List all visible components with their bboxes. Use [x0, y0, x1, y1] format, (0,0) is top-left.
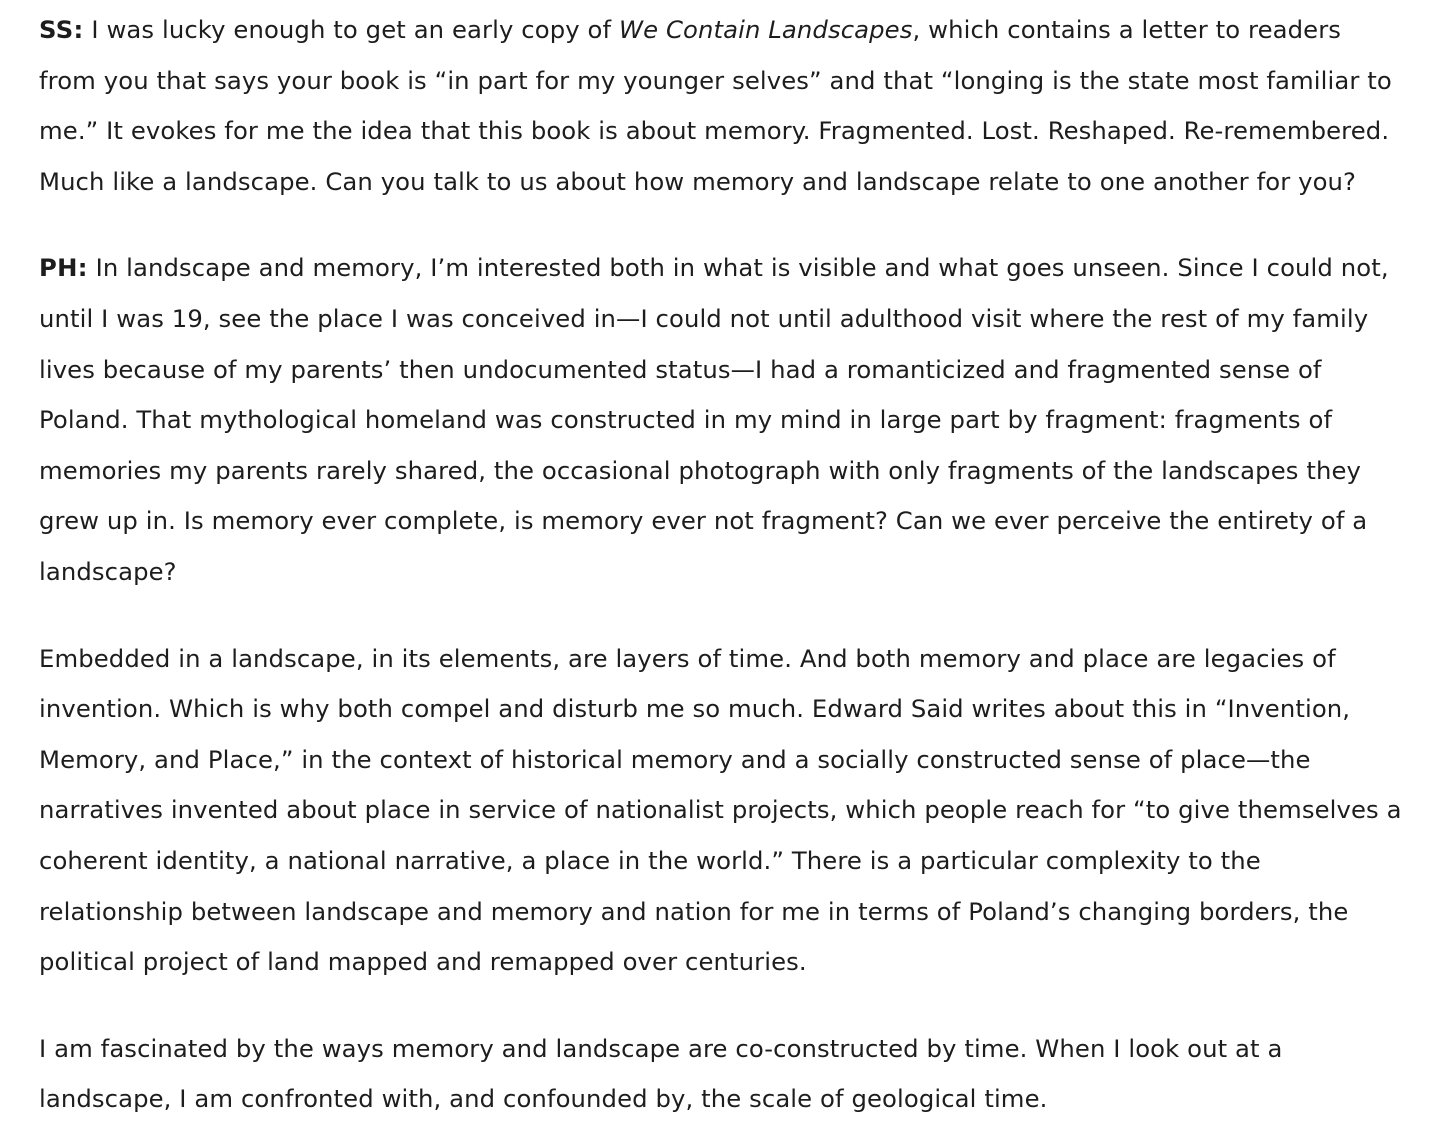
paragraph-ss-question [39, 5, 1439, 207]
text-line: invention. Which is why both compel and disturb me so much. Edward Said writes about this in “Invention, [39, 694, 1351, 724]
text-line [39, 243, 1439, 294]
text-line: landscape? [39, 556, 177, 586]
text-segment: In landscape and memory, I’m interested both in what is visible and what goes unseen. Since I could not, [95, 253, 1389, 283]
text-line: coherent identity, a national narrative, a place in the world.” There is a particular complexity to the [39, 845, 1261, 875]
text-line: Memory, and Place,” in the context of historical memory and a socially constructed sense of place—the [39, 744, 1311, 774]
text-line: relationship between landscape and memory and nation for me in terms of Poland’s changing borders, the [39, 896, 1349, 926]
paragraph-ph-closing [39, 1024, 1439, 1125]
paragraph-ph-answer [39, 243, 1439, 597]
speaker-label: SS: [39, 15, 84, 44]
text-segment: , which contains a letter to readers [912, 15, 1342, 44]
text-line: lives because of my parents’ then undocumented status—I had a romanticized and fragmented sense of [39, 354, 1322, 384]
text-segment: I was lucky enough to get an early copy of [91, 15, 619, 44]
text-line: Embedded in a landscape, in its elements, are layers of time. And both memory and place are legacies of [39, 643, 1336, 673]
book-title: We Contain Landscapes [618, 15, 913, 44]
text-line: until I was 19, see the place I was conceived in—I could not until adulthood visit where the rest of my family [39, 303, 1369, 333]
speaker-label: PH: [39, 253, 88, 283]
text-line: landscape, I am confronted with, and confounded by, the scale of geological time. [39, 1084, 1048, 1114]
text-line: narratives invented about place in service of nationalist projects, which people reach for “to give themselves a [39, 795, 1402, 825]
text-line: political project of land mapped and remapped over centuries. [39, 947, 807, 977]
text-line: memories my parents rarely shared, the occasional photograph with only fragments of the landscapes they [39, 455, 1361, 485]
paragraph-ph-continued [39, 634, 1439, 988]
text-line: me.” It evokes for me the idea that this book is about memory. Fragmented. Lost. Reshaped. Re-remembered. [39, 116, 1390, 146]
text-line: Much like a landscape. Can you talk to us about how memory and landscape relate to one another for you? [39, 166, 1357, 196]
text-line: Poland. That mythological homeland was constructed in my mind in large part by fragment: fragments of [39, 405, 1333, 435]
text-line: grew up in. Is memory ever complete, is memory ever not fragment? Can we ever perceive the entirety of a [39, 506, 1368, 536]
text-line: I am fascinated by the ways memory and landscape are co-constructed by time. When I look out at a [39, 1033, 1283, 1063]
text-line [39, 5, 1439, 56]
article-body [39, 5, 1439, 1125]
text-line: from you that says your book is “in part for my younger selves” and that “longing is the state most familiar to [39, 65, 1392, 95]
